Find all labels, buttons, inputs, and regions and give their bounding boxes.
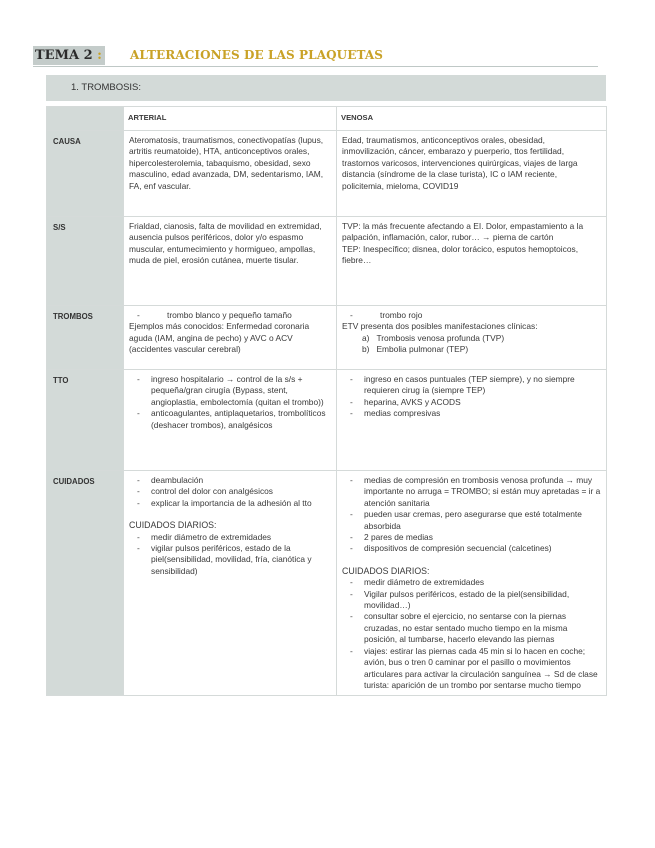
section-heading: 1. TROMBOSIS:: [46, 75, 606, 101]
header-venosa: VENOSA: [337, 107, 607, 131]
list-item: - trombo blanco y pequeño tamaño: [129, 310, 331, 321]
ss-venosa-tvp: TVP: la más frecuente afectando a EI. Dolor, empastamiento a la palpación, inflamación, calor, rubor… → pierna de cartón: [342, 221, 584, 243]
causa-arterial: Ateromatosis, traumatismos, conectivopatías (lupus, artritis reumatoide), HTA, anticonceptivos orales, hipercolesterolemia, tabaquismo, obesidad, sexo masculino, edad avanzada, DM, sedentarismo, IAM, FA, enf vascular.: [124, 131, 337, 217]
list-item: b) Embolia pulmonar (TEP): [362, 344, 469, 355]
ss-venosa: [337, 217, 607, 306]
cuidados-diarios-title: CUIDADOS DIARIOS:: [342, 565, 430, 576]
row-cuidados: [47, 471, 607, 696]
header-row: [47, 107, 607, 131]
trombos-arterial-text: Ejemplos más conocidos: Enfermedad coronaria aguda (IAM, angina de pecho) y AVC o ACV (accidentes vascular cerebral): [129, 321, 310, 355]
list-item: - trombo rojo: [342, 310, 601, 321]
title-tema: TEMA 2 :: [33, 46, 105, 65]
list-item: - medias compresivas: [342, 408, 601, 419]
page-title: [33, 46, 598, 67]
label-trombos: TROMBOS: [47, 306, 124, 370]
ss-venosa-tep: TEP: Inespecífico; disnea, dolor torácico, esputos hemoptoicos, fiebre…: [342, 243, 579, 266]
cuidados-diarios-title: CUIDADOS DIARIOS:: [129, 520, 217, 531]
label-tto: TTO: [47, 370, 124, 471]
list-item: - vigilar pulsos periféricos, estado de la piel(sensibilidad, movilidad, fría, cianótica y sensibilidad): [129, 543, 331, 577]
header-arterial: ARTERIAL: [124, 107, 337, 131]
list-item: - deambulación: [129, 475, 331, 486]
label-causa: CAUSA: [47, 131, 124, 217]
list-item: - 2 pares de medias: [342, 532, 601, 543]
list-item: - medias de compresión en trombosis venosa profunda → muy importante no arruga = TROMBO; si están muy apretadas = ir a atención sanitaria: [342, 475, 601, 509]
header-empty-cell: [47, 107, 124, 131]
list-item: - heparina, AVKS y ACODS: [342, 397, 601, 408]
label-cuidados: CUIDADOS: [47, 471, 124, 696]
list-item: - Vigilar pulsos periféricos, estado de la piel(sensibilidad, movilidad…): [342, 589, 601, 612]
trombos-venosa-text: ETV presenta dos posibles manifestaciones clínicas:: [342, 321, 538, 332]
list-item: - medir diámetro de extremidades: [129, 532, 331, 543]
causa-venosa: Edad, traumatismos, anticonceptivos orales, obesidad, inmovilización, cáncer, embarazo y puerperio, ttos fertilidad, trastornos varicosos, intervenciones quirúrgicas, viajes de larga distancia (síndrome de la clase turista), IC o IAM reciente, policitemia, mieloma, COVID19: [337, 131, 607, 217]
cuidados-venosa: [337, 471, 607, 696]
row-ss: [47, 217, 607, 306]
list-item: - viajes: estirar las piernas cada 45 min si lo hacen en coche; avión, bus o tren 0 caminar por el pasillo o movimientos articulares para activar la circulación sanguínea → Sd de clase turista: aparición de un trombo por sentarse mucho tiempo: [342, 646, 601, 692]
tto-arterial: [124, 370, 337, 471]
list-item: - ingreso hospitalario → control de la s/s + pequeña/gran cirugía (Bypass, stent, angioplastia, embolectomía (quitan el trombo)): [129, 374, 331, 408]
list-item: - ingreso en casos puntuales (TEP siempre), y no siempre requieren cirug ía (siempre TEP): [342, 374, 601, 397]
row-trombos: [47, 306, 607, 370]
trombosis-table: [46, 106, 607, 696]
trombos-arterial: [124, 306, 337, 370]
title-text: ALTERACIONES DE LAS PLAQUETAS: [130, 48, 384, 62]
trombos-venosa: [337, 306, 607, 370]
row-tto: [47, 370, 607, 471]
label-ss: S/S: [47, 217, 124, 306]
list-item: - anticoagulantes, antiplaquetarios, trombolíticos (deshacer trombos), analgésicos: [129, 408, 331, 431]
list-item: a) Trombosis venosa profunda (TVP): [362, 332, 505, 343]
ss-arterial: Frialdad, cianosis, falta de movilidad en extremidad, ausencia pulsos periféricos, dolor y/o espasmo muscular, entumecimiento y hormigueo, ampollas, muda de piel, erosión cutánea, muerte tisular.: [124, 217, 337, 306]
list-item: - consultar sobre el ejercicio, no sentarse con la piernas cruzadas, no estar sentado mucho tiempo en la misma posición, al tumbarse, hacerlo elevando las piernas: [342, 611, 601, 645]
tto-venosa: [337, 370, 607, 471]
list-item: - explicar la importancia de la adhesión al tto: [129, 498, 331, 509]
cuidados-arterial: [124, 471, 337, 696]
row-causa: [47, 131, 607, 217]
list-item: - pueden usar cremas, pero asegurarse que esté totalmente absorbida: [342, 509, 601, 532]
list-item: - control del dolor con analgésicos: [129, 486, 331, 497]
list-item: - dispositivos de compresión secuencial (calcetines): [342, 543, 601, 554]
list-item: - medir diámetro de extremidades: [342, 577, 601, 588]
